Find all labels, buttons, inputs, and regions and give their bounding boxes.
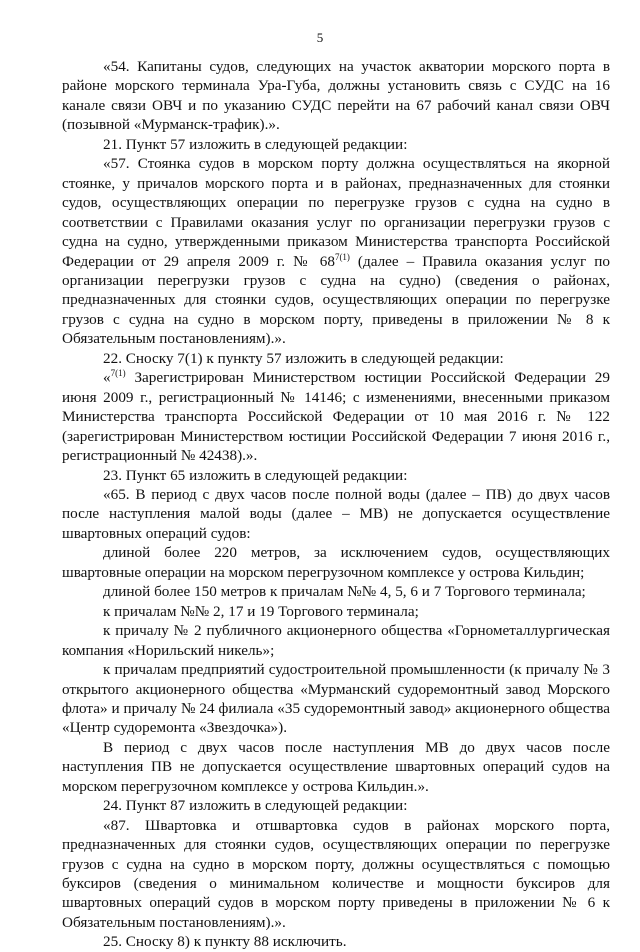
document-body <box>62 57 610 952</box>
amendment-21-heading: 21. Пункт 57 изложить в следующей редакции: <box>103 135 408 153</box>
amendment-24-heading: 24. Пункт 87 изложить в следующей редакции: <box>103 797 408 815</box>
amendment-22-heading: 22. Сноску 7(1) к пункту 57 изложить в следующей редакции: <box>103 349 504 367</box>
footnote-mark-7-1: 7(1) <box>110 368 126 379</box>
paragraph-54: «54. Капитаны судов, следующих на участок акватории морского порта в районе морского терминала Ура-Губа, должны установить связь с СУДС на 16 канале связи ОВЧ и по указанию СУДС перейти на 67 рабочий канал связи ОВЧ (позывной «Мурманск-трафик).». <box>62 58 610 134</box>
page-number: 5 <box>316 30 324 45</box>
paragraph-65-item-2: длиной более 150 метров к причалам №№ 4, 5, 6 и 7 Торгового терминала; <box>103 583 586 601</box>
paragraph-57-text-cont: (далее – Правила оказания услуг по организации перегрузки грузов с судна на судно) (сведения о районах, предназначенных для стоянки судов, осуществляющих операции по перегрузке грузов с судна на судно в морском порту, приведены в приложении № 8 к Обязательным постановлениям).». <box>62 252 610 348</box>
paragraph-65: «65. В период с двух часов после полной воды (далее – ПВ) до двух часов после наступления малой воды (далее – МВ) не допускается осуществление швартовных операций судов: <box>62 485 610 542</box>
paragraph-65-item-5: к причалам предприятий судостроительной промышленности (к причалу № 3 открытого акционерного общества «Мурманский судоремонтный завод Морского флота» и причалу № 24 филиала «35 судоремонтный завод» акционерного общества «Центр судоремонта «Звездочка»). <box>62 661 610 737</box>
paragraph-57-text: «57. Стоянка судов в морском порту должна осуществляться на якорной стоянке, у причалов морского порта и в районах, предназначенных для стоянки судов, осуществляющих операции по перегрузке грузов с судна на судно в соответствии с Правилами оказания услуг по организации перегрузки грузов с судна на судно, утвержденными приказом Министерства транспорта Российской Федерации от 29 апреля 2009 г. № 68 <box>62 155 610 270</box>
paragraph-65-item-4: к причалу № 2 публичного акционерного общества «Горнометаллургическая компания «Норильский никель»; <box>62 622 610 659</box>
footnote-7-1-body: Зарегистрирован Министерством юстиции Российской Федерации 29 июня 2009 г., регистрационный № 14146; с изменениями, внесенными приказом Министерства транспорта Российской Федерации от 10 мая 2016 г. № 122 (зарегистрирован Министерством юстиции Российской Федерации 7 июня 2016 г., регистрационный № 42438).». <box>62 369 610 465</box>
amendment-25-heading: 25. Сноску 8) к пункту 88 исключить. <box>103 933 347 951</box>
paragraph-65-item-1: длиной более 220 метров, за исключением судов, осуществляющих швартовные операции на морском перегрузочном комплексе у острова Кильдин; <box>62 544 610 581</box>
paragraph-87: «87. Швартовка и отшвартовка судов в районах морского порта, предназначенных для стоянки судов, осуществляющих операции по перегрузке грузов с судна на судно в морском порту, должны осуществляться с помощью буксиров (сведения о минимальном количестве и мощности буксиров для швартовных операций судов в морском порту приведены в приложении № 6 к Обязательным постановлениям).». <box>62 816 610 931</box>
paragraph-57 <box>62 154 610 349</box>
footnote-7-1-text <box>62 368 610 465</box>
footnote-open-quote: « <box>103 369 111 387</box>
paragraph-65-second-part: В период с двух часов после наступления МВ до двух часов после наступления ПВ не допускается осуществление швартовных операций судов на морском перегрузочном комплексе у острова Кильдин.». <box>62 738 610 795</box>
paragraph-65-item-3: к причалам №№ 2, 17 и 19 Торгового терминала; <box>103 602 419 620</box>
amendment-23-heading: 23. Пункт 65 изложить в следующей редакции: <box>103 466 408 484</box>
footnote-ref-7-1: 7(1) <box>334 251 350 262</box>
